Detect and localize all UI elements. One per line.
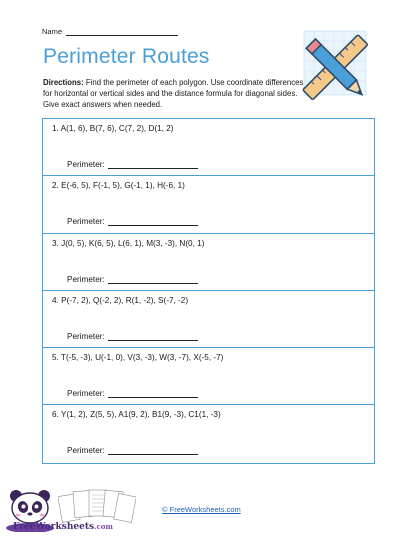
perimeter-label: Perimeter: bbox=[67, 389, 105, 399]
page-title: Perimeter Routes bbox=[43, 45, 210, 68]
logo-main: FreeWorksheets bbox=[13, 522, 95, 532]
perimeter-answer-line[interactable] bbox=[108, 160, 198, 169]
perimeter-label: Perimeter: bbox=[67, 446, 105, 456]
perimeter-label: Perimeter: bbox=[67, 217, 105, 227]
problem-number: 4. bbox=[52, 295, 59, 305]
problem-coordinates: T(-5, -3), U(-1, 0), V(3, -3), W(3, -7), X(-5, -7) bbox=[60, 353, 224, 363]
perimeter-answer-line[interactable] bbox=[108, 389, 198, 398]
name-field-row bbox=[42, 27, 178, 36]
perimeter-answer-line[interactable] bbox=[108, 446, 198, 455]
problem-1 bbox=[43, 119, 374, 176]
directions-label: Directions: bbox=[43, 78, 84, 87]
ruler-pencil-icon bbox=[296, 27, 374, 109]
perimeter-label: Perimeter: bbox=[67, 331, 105, 341]
name-label: Name bbox=[42, 27, 63, 36]
name-line[interactable] bbox=[66, 27, 178, 36]
perimeter-answer-line[interactable] bbox=[108, 332, 198, 341]
problem-6 bbox=[43, 405, 374, 462]
directions-text: Find the perimeter of each polygon. Use coordinate differences for horizontal or vertical sides and the distance formula for diagonal sides. Give exact answers when needed. bbox=[43, 78, 304, 110]
problem-coordinates: E(-6, 5), F(-1, 5), G(-1, 1), H(-6, 1) bbox=[61, 181, 185, 191]
problem-number: 2. bbox=[52, 181, 59, 191]
logo-suffix: .com bbox=[94, 522, 113, 531]
freeworksheets-link[interactable]: © FreeWorksheets.com bbox=[162, 505, 241, 514]
problem-number: 3. bbox=[52, 238, 59, 248]
problem-4 bbox=[43, 291, 374, 348]
perimeter-answer-line[interactable] bbox=[108, 275, 198, 284]
problems-box bbox=[42, 118, 375, 464]
problem-5 bbox=[43, 348, 374, 405]
problem-coordinates: A(1, 6), B(7, 6), C(7, 2), D(1, 2) bbox=[60, 124, 174, 133]
problem-coordinates: P(-7, 2), Q(-2, 2), R(1, -2), S(-7, -2) bbox=[61, 295, 189, 305]
problem-coordinates: J(0, 5), K(6, 5), L(6, 1), M(3, -3), N(0, 1) bbox=[61, 238, 205, 248]
problem-number: 6. bbox=[52, 410, 59, 420]
perimeter-answer-line[interactable] bbox=[108, 217, 198, 226]
problem-number: 1. bbox=[52, 124, 59, 133]
perimeter-label: Perimeter: bbox=[67, 274, 105, 284]
worksheet-thumbnails-icon bbox=[58, 487, 136, 525]
problem-2 bbox=[43, 176, 374, 233]
problem-coordinates: Y(1, 2), Z(5, 5), A1(9, 2), B1(9, -3), C1(1, -3) bbox=[60, 410, 221, 420]
perimeter-label: Perimeter: bbox=[67, 160, 105, 169]
problem-3 bbox=[43, 234, 374, 291]
directions bbox=[43, 77, 305, 111]
problem-number: 5. bbox=[52, 353, 59, 363]
